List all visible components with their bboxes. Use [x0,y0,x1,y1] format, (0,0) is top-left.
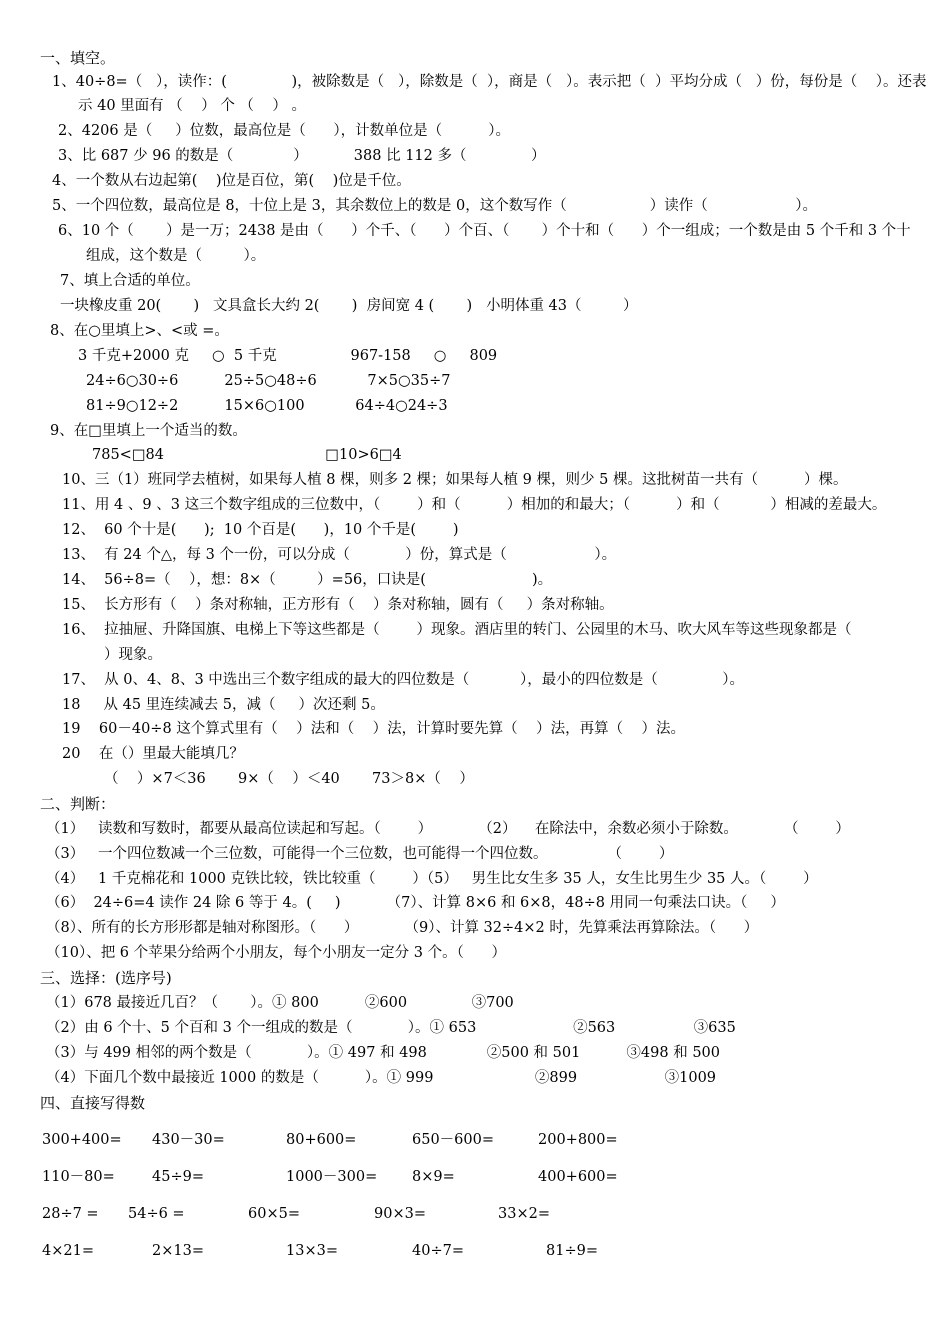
judge-row-5: （8）、所有的长方形形都是轴对称图形。（ ） （9）、计算 32÷4×2 时，先算乘法再算除法。（ ） [46,920,759,936]
section-judge-title: 二、判断： [40,795,116,813]
section-choice-title: 三、选择：(选序号) [40,969,172,987]
question-6-line-1: 6、10 个（ ）是一万；2438 是由（ ）个千、（ ）个百、（ ）个十和（ ）个一组成；一个数是由 5 个千和 3 个十 [58,223,911,239]
question-7: 7、填上合适的单位。 [60,273,200,289]
question-4: 4、一个数从右边起第( )位是百位，第( )位是千位。 [52,173,411,189]
question-1-line-1: 1、40÷8=（ ），读作：( )，被除数是（ ），除数是（ ），商是（ ）。表示把（ ）平均分成（ ）份，每份是（ ）。还表 [52,74,927,90]
calc-item: 430－30= [152,1132,225,1148]
question-8-row-2: 24÷6○30÷6 25÷5○48÷6 7×5○35÷7 [86,373,451,389]
question-8: 8、在○里填上>、<或 =。 [50,323,229,339]
question-16-line-1: 16、 拉抽屉、升降国旗、电梯上下等这些都是（ ）现象。酒店里的转门、公园里的木马、吹大风车等这些现象都是（ [62,622,852,638]
calc-item: 28÷7 = [42,1206,99,1222]
question-12: 12、 60 个十是( ); 10 个百是( )，10 个千是( ) [62,522,459,538]
question-9: 9、在□里填上一个适当的数。 [50,423,247,439]
question-5: 5、一个四位数，最高位是 8，十位上是 3，其余数位上的数是 0，这个数写作（ ）读作（ ）。 [52,198,818,214]
judge-row-4: （6） 24÷6=4 读作 24 除 6 等于 4。( ) （7）、计算 8×6 和 6×8，48÷8 用同一句乘法口诀。（ ） [46,895,785,911]
question-17: 17、 从 0、4、8、3 中选出三个数字组成的最大的四位数是（ ），最小的四位数是（ ）。 [62,672,745,688]
calc-item: 81÷9= [546,1243,598,1259]
question-14: 14、 56÷8=（ ），想：8×（ ）=56，口诀是( )。 [62,572,553,588]
calc-item: 400+600= [538,1169,618,1185]
question-8-row-1: 3 千克+2000 克 ○ 5 千克 967-158 ○ 809 [78,348,498,364]
question-2: 2、4206 是（ ）位数，最高位是（ ），计数单位是（ ）。 [58,123,511,139]
question-15: 15、 长方形有（ ）条对称轴，正方形有（ ）条对称轴，圆有（ ）条对称轴。 [62,597,614,613]
calc-item: 54÷6 = [128,1206,185,1222]
question-3: 3、比 687 少 96 的数是（ ） 388 比 112 多（ ） [58,148,546,164]
question-20: 20 在（）里最大能填几？ [62,746,244,762]
question-10: 10、三（1）班同学去植树，如果每人植 8 棵，则多 2 棵；如果每人植 9 棵，则少 5 棵。这批树苗一共有（ ）棵。 [62,472,848,488]
question-1-line-2: 示 40 里面有 （ ） 个 （ ） 。 [78,98,306,114]
section-fill-title: 一、填空。 [40,49,116,67]
calc-item: 45÷9= [152,1169,204,1185]
question-13: 13、 有 24 个△，每 3 个一份，可以分成（ ）份，算式是（ ）。 [62,547,617,563]
calc-item: 8×9= [412,1169,455,1185]
judge-row-2: （3） 一个四位数减一个三位数，可能得一个三位数，也可能得一个四位数。 （ ） [46,846,674,862]
calc-item: 4×21= [42,1243,94,1259]
choice-4: （4）下面几个数中最接近 1000 的数是（ ）。① 999 ②899 ③1009 [46,1070,717,1086]
question-8-row-3: 81÷9○12÷2 15×6○100 64÷4○24÷3 [86,398,448,414]
question-20-row: （ ）×7＜36 9×（ ）＜40 73＞8×（ ） [104,771,474,787]
choice-3: （3）与 499 相邻的两个数是（ ）。① 497 和 498 ②500 和 501 ③498 和 500 [46,1045,721,1061]
question-19: 19 60－40÷8 这个算式里有（ ）法和（ ）法，计算时要先算（ ）法，再算（ ）法。 [62,721,686,737]
calc-item: 90×3= [374,1206,426,1222]
calc-item: 300+400= [42,1132,122,1148]
calc-item: 13×3= [286,1243,338,1259]
calc-item: 60×5= [248,1206,300,1222]
judge-row-1: （1） 读数和写数时，都要从最高位读起和写起。（ ） （2） 在除法中，余数必须小于除数。 （ ） [46,821,850,837]
calc-item: 1000－300= [286,1169,378,1185]
judge-row-3: （4） 1 千克棉花和 1000 克铁比较，铁比较重（ ）（5） 男生比女生多 35 人，女生比男生少 35 人。（ ） [46,871,818,887]
calc-item: 40÷7= [412,1243,464,1259]
question-11: 11、用 4 、9 、3 这三个数字组成的三位数中，（ ）和（ ）相加的和最大；（ ）和（ ）相减的差最大。 [62,497,887,513]
calc-item: 80+600= [286,1132,357,1148]
judge-row-6: （10）、把 6 个苹果分给两个小朋友，每个小朋友一定分 3 个。（ ） [46,945,506,961]
calc-item: 110－80= [42,1169,115,1185]
section-calc-title: 四、直接写得数 [40,1094,146,1112]
question-7-items: 一块橡皮重 20( ) 文具盒长大约 2( ) 房间宽 4 ( ) 小明体重 43（ ） [60,298,638,314]
question-6-line-2: 组成，这个数是（ ）。 [86,248,266,264]
calc-item: 200+800= [538,1132,618,1148]
calc-item: 33×2= [498,1206,550,1222]
question-18: 18 从 45 里连续减去 5，减（ ）次还剩 5。 [62,697,385,713]
choice-1: （1）678 最接近几百？（ ）。① 800 ②600 ③700 [46,995,514,1011]
choice-2: （2）由 6 个十、5 个百和 3 个一组成的数是（ ）。① 653 ②563 ③635 [46,1020,736,1036]
question-9-row: 785<□84 □10>6□4 [92,447,402,463]
question-16-line-2: ）现象。 [104,647,162,663]
calc-item: 650－600= [412,1132,495,1148]
calc-item: 2×13= [152,1243,204,1259]
